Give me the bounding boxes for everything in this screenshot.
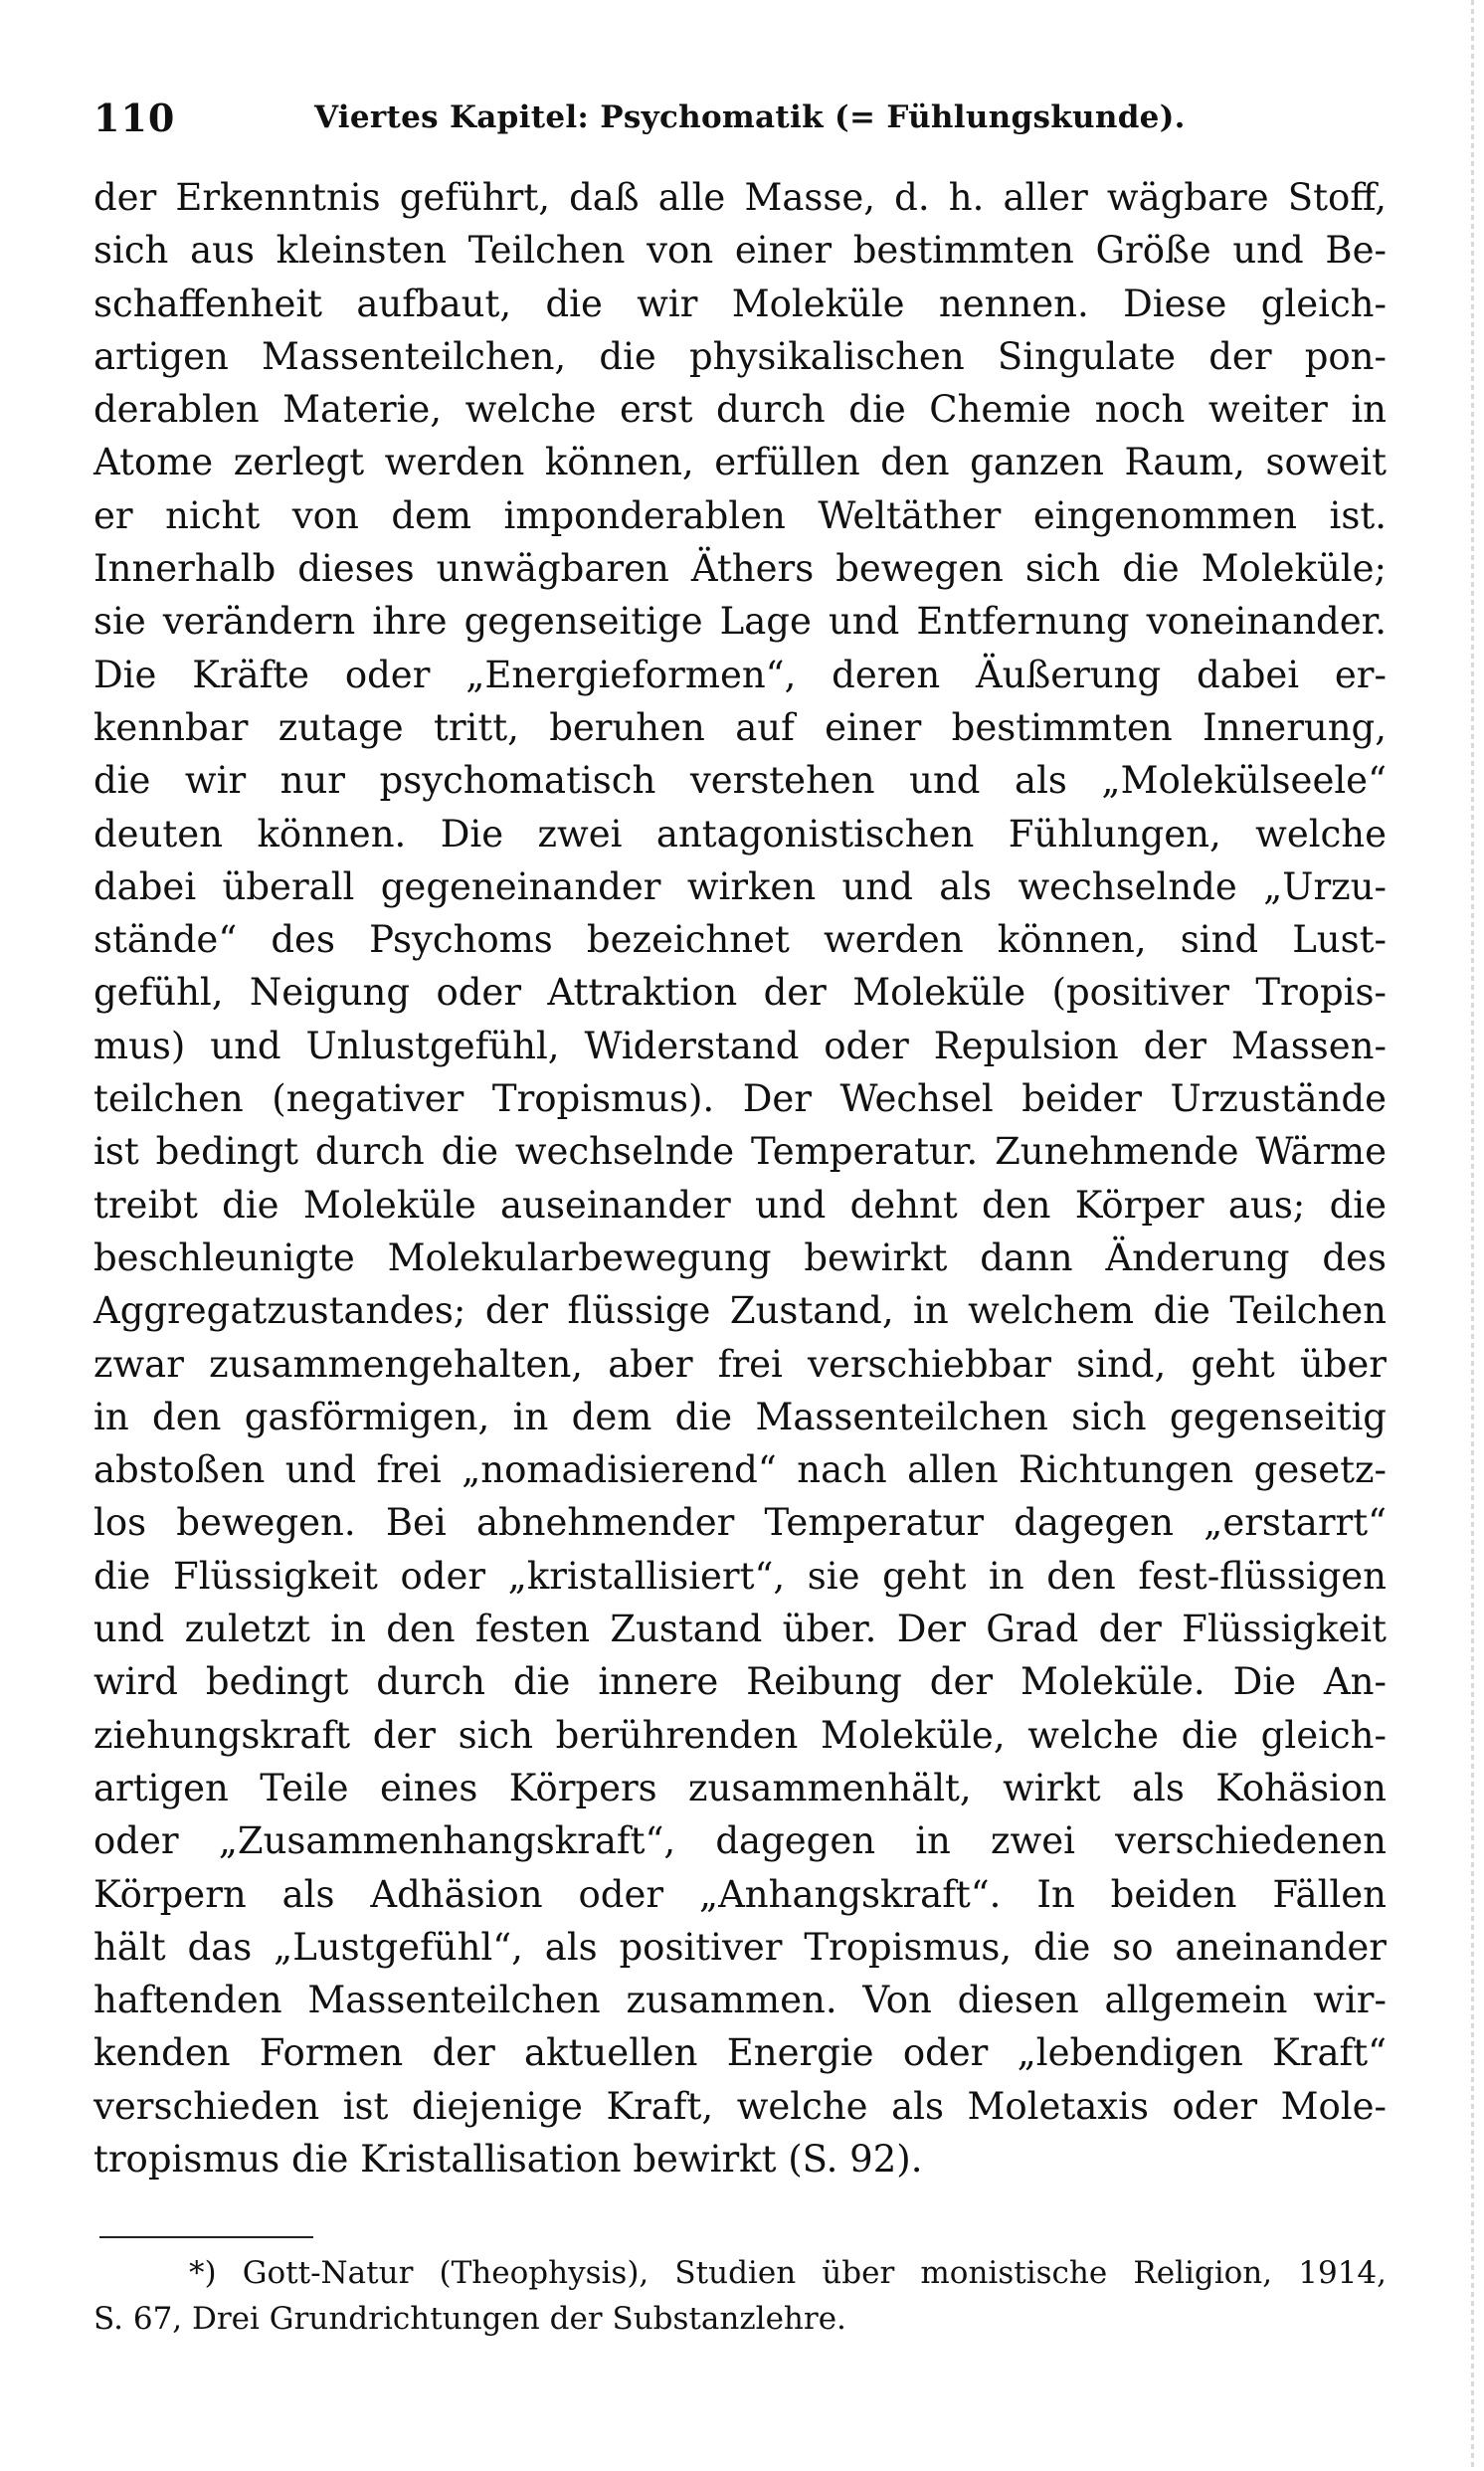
text-line: dabei überall gegeneinander wirken und als wechselnde „Urzu- [93,864,1387,908]
text-line: gefühl, Neigung oder Attraktion der Moleküle (positiver Tropis- [93,971,1387,1015]
text-line: Körpern als Adhäsion oder „Anhangskraft“. In beiden Fällen [93,1872,1387,1916]
text-line: der Erkenntnis geführt, daß alle Masse, d. h. aller wägbare Stoff, [93,176,1387,219]
text-line: haftenden Massenteilchen zusammen. Von diesen allgemein wir- [93,1979,1387,2022]
text-line: stände“ des Psychoms bezeichnet werden können, sind Lust- [93,918,1387,962]
text-line: treibt die Moleküle auseinander und dehnt den Körper aus; die [93,1183,1387,1227]
footnote-rule [99,2236,313,2238]
text-line: schaffenheit aufbaut, die wir Moleküle nennen. Diese gleich- [93,282,1387,325]
page-number: 110 [93,95,176,140]
text-line: artigen Massenteilchen, die physikalischen Singulate der pon- [93,334,1387,378]
text-line: oder „Zusammenhangskraft“, dagegen in zwei verschiedenen [93,1819,1387,1863]
text-line: Atome zerlegt werden können, erfüllen den ganzen Raum, soweit [93,441,1387,484]
text-line: und zuletzt in den festen Zustand über. Der Grad der Flüssigkeit [93,1608,1387,1651]
text-line: Die Kräfte oder „Energieformen“, deren Äußerung dabei er- [93,653,1387,696]
text-line: sie verändern ihre gegenseitige Lage und Entfernung voneinander. [93,600,1387,644]
text-line: beschleunigte Molekularbewegung bewirkt dann Änderung des [93,1236,1387,1279]
page-header [93,95,1387,155]
page-edge-border [1471,0,1474,2471]
text-line: tropismus die Kristallisation bewirkt (S. 92). [93,2137,923,2181]
text-line: Innerhalb dieses unwägbaren Äthers bewegen sich die Moleküle; [93,547,1387,591]
text-line: wird bedingt durch die innere Reibung der Moleküle. Die An- [93,1660,1387,1704]
text-line: ist bedingt durch die wechselnde Temperatur. Zunehmende Wärme [93,1130,1387,1174]
text-line: abstoßen und frei „nomadisierend“ nach allen Richtungen gesetz- [93,1448,1387,1492]
text-line: er nicht von dem imponderablen Weltäther eingenommen ist. [93,493,1387,537]
text-line: kennbar zutage tritt, beruhen auf einer bestimmten Innerung, [93,705,1387,749]
text-line: verschieden ist diejenige Kraft, welche als Moletaxis oder Mole- [93,2084,1387,2128]
footnote-line: S. 67, Drei Grundrichtungen der Substanzlehre. [93,2301,846,2337]
text-line: los bewegen. Bei abnehmender Temperatur dagegen „erstarrt“ [93,1501,1387,1545]
text-line: hält das „Lustgefühl“, als positiver Tropismus, die so aneinander [93,1925,1387,1969]
text-line: kenden Formen der aktuellen Energie oder „lebendigen Kraft“ [93,2031,1387,2075]
text-line: mus) und Unlustgefühl, Widerstand oder Repulsion der Massen- [93,1024,1387,1067]
footnote-line: *) Gott-Natur (Theophysis), Studien über monistische Religion, 1914, [189,2255,1387,2291]
footnote [93,2250,1387,2342]
text-line: teilchen (negativer Tropismus). Der Wechsel beider Urzustände [93,1077,1387,1121]
text-line: artigen Teile eines Körpers zusammenhält, wirkt als Kohäsion [93,1766,1387,1809]
text-line: in den gasförmigen, in dem die Massenteilchen sich gegenseitig [93,1395,1387,1438]
running-head: Viertes Kapitel: Psychomatik (= Fühlungskunde). [314,99,1186,135]
body-text [93,171,1387,2186]
text-line: deuten können. Die zwei antagonistischen Fühlungen, welche [93,812,1387,855]
text-line: Aggregatzustandes; der flüssige Zustand, in welchem die Teilchen [93,1289,1387,1333]
text-line: derablen Materie, welche erst durch die Chemie noch weiter in [93,388,1387,432]
text-line: zwar zusammengehalten, aber frei verschiebbar sind, geht über [93,1342,1387,1386]
text-line: die wir nur psychomatisch verstehen und als „Molekülseele“ [93,759,1387,803]
text-line: ziehungskraft der sich berührenden Moleküle, welche die gleich- [93,1713,1387,1757]
text-line: sich aus kleinsten Teilchen von einer bestimmten Größe und Be- [93,229,1387,273]
text-line: die Flüssigkeit oder „kristallisiert“, sie geht in den fest-flüssigen [93,1554,1387,1598]
